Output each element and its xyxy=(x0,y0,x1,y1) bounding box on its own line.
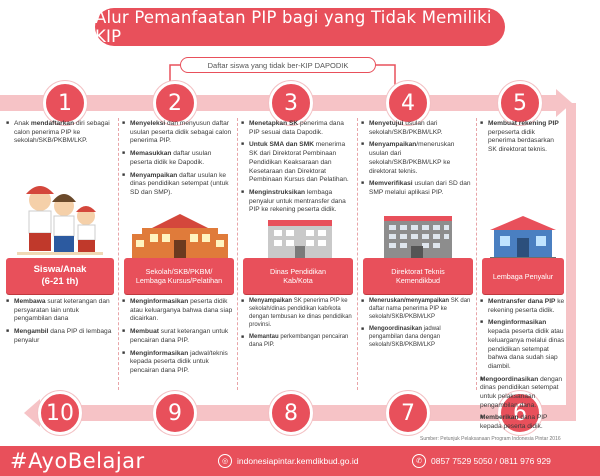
col4-top-text xyxy=(361,120,473,202)
website-text: indonesiapintar.kemdikbud.go.id xyxy=(237,456,359,466)
divider-4 xyxy=(476,118,477,390)
col5-bottom-item: ■ Menginformasikan kepada peserta didik atau keluarganya melalui dinas pendidikan setempat bahwa dana sudah siap diambil. xyxy=(480,319,566,371)
divider-3 xyxy=(357,118,358,390)
col4-bottom-item: ■ Mengoordinasikan jadwal pengambilan dana dengan sekolah/SKB/PKBM/LKP xyxy=(361,326,473,350)
bank-building-illustration xyxy=(488,214,558,260)
step-circle-2: 2 xyxy=(153,81,197,125)
step-circle-3: 3 xyxy=(269,81,313,125)
col3-bottom-text xyxy=(241,298,355,353)
actor-dinas: Dinas Pendidikan Kab/Kota xyxy=(243,258,353,294)
divider-2 xyxy=(237,118,238,390)
step-circle-7: 7 xyxy=(386,391,430,435)
col3-bottom-item: ■ Menyampaikan SK penerima PIP ke sekolah/dinas pendidikan kab/kota dengan tembusan ke dinas pendidikan provinsi. xyxy=(241,298,355,330)
actor-lembaga-penyalur: Lembaga Penyalur xyxy=(482,258,564,294)
col5-bottom-text xyxy=(480,298,566,436)
col4-top-item: ■ Memverifikasi usulan dari SD dan SMP melalui aplikasi PIP. xyxy=(361,180,473,197)
col4-top-item: ■ Menyetujui usulan dari sekolah/SKB/PKBM/LKP. xyxy=(361,120,473,137)
col1-bottom-item: ■ Membawa surat keterangan dan persyaratan lain untuk pengambilan dana xyxy=(6,298,114,324)
col1-top-item: ■ Anak mendaftarkan diri sebagai calon penerima PIP ke sekolah/SKB/PKBM/LKP. xyxy=(6,120,114,146)
col2-bottom-item: ■ Membuat surat keterangan untuk pencairan dana PIP. xyxy=(122,328,234,345)
dapodik-label: Daftar siswa yang tidak ber-KIP DAPODIK xyxy=(180,57,376,73)
col2-bottom-text xyxy=(122,298,234,380)
col4-bottom-text xyxy=(361,298,473,353)
students-illustration xyxy=(12,178,108,258)
col3-bottom-item: ■ Memantau perkembangan pencairan dana PIP. xyxy=(241,334,355,350)
dinas-building-illustration xyxy=(260,218,340,260)
col5-top-text xyxy=(480,120,564,159)
hashtag: #AyoBelajar xyxy=(10,449,145,473)
col4-bottom-item: ■ Meneruskan/menyampaikan SK dan daftar nama penerima PIP ke sekolah/SKB/PKBM/LKP xyxy=(361,298,473,322)
phone-text: 0857 7529 5050 / 0811 976 929 xyxy=(431,456,551,466)
col3-top-item: ■ Untuk SMA dan SMK menerima SK dari Direktorat Pembinaan Pendidikan Keaksaraan dan Kesetaraan dan Direktorat Pembinaan Kursus dan Pelatihan. xyxy=(241,141,355,185)
source-note: Sumber: Petunjuk Pelaksanaan Program Indonesia Pintar 2016 xyxy=(420,436,561,442)
col2-top-item: ■ Menyampaikan daftar usulan ke dinas pendidikan setempat (untuk SD dan SMP). xyxy=(122,172,234,198)
col2-top-text xyxy=(122,120,234,202)
col3-top-item: ■ Menginstruksikan lembaga penyalur untuk mentransfer dana PIP ke rekening peserta didik. xyxy=(241,189,355,215)
col3-top-text xyxy=(241,120,355,219)
step-circle-10: 10 xyxy=(38,391,82,435)
col1-bottom-item: ■ Mengambil dana PIP di lembaga penyalur xyxy=(6,328,114,345)
step-circle-9: 9 xyxy=(153,391,197,435)
col2-top-item: ■ Memasukkan daftar usulan peserta didik ke Dapodik. xyxy=(122,150,234,167)
actor-sekolah: Sekolah/SKB/PKBM/ Lembaga Kursus/Pelatihan xyxy=(124,258,234,294)
col2-bottom-item: ■ Menginformasikan jadwal/teknis kepada peserta didik untuk pencairan dana PIP. xyxy=(122,350,234,376)
divider-1 xyxy=(118,118,119,390)
step-circle-5: 5 xyxy=(498,81,542,125)
dapodik-right-line xyxy=(376,65,395,86)
col5-top-item: ■ Membuat rekening PIP perpeserta didik penerima berdasarkan SK direktorat teknis. xyxy=(480,120,564,155)
actor-siswa: Siswa/Anak (6-21 th) xyxy=(6,258,114,294)
page-title: Alur Pemanfaatan PIP bagi yang Tidak Memiliki KIP xyxy=(95,8,505,46)
col5-bottom-item: ■ Mentransfer dana PIP ke rekening peserta didik. xyxy=(480,298,566,315)
website-item[interactable] xyxy=(218,454,358,468)
col5-bottom-item: ■ Memberikan dana PIP kepada peserta didik. xyxy=(480,414,566,431)
phone-icon: ✆ xyxy=(412,454,426,468)
col1-bottom-text xyxy=(6,298,114,350)
step-circle-8: 8 xyxy=(269,391,313,435)
step-circle-4: 4 xyxy=(386,81,430,125)
school-building-illustration xyxy=(132,212,228,260)
col2-top-item: ■ Menyeleksi dan menyusun daftar usulan peserta didik sebagai calon penerima PIP. xyxy=(122,120,234,146)
col5-bottom-item: ■ Mengoordinasikan dengan dinas pendidikan setempat untuk pelaksanaan pengambilan dana. xyxy=(480,376,566,411)
col3-top-item: ■ Menetapkan SK penerima dana PIP sesuai data Dapodik. xyxy=(241,120,355,137)
right-connector xyxy=(566,103,576,413)
col1-top-text xyxy=(6,120,114,150)
actor-direktorat: Direktorat Teknis Kemendikbud xyxy=(363,258,473,294)
col2-bottom-item: ■ Menginformasikan peserta didik atau keluarganya bahwa dana siap dicairkan. xyxy=(122,298,234,324)
step-circle-1: 1 xyxy=(43,81,87,125)
col4-top-item: ■ Menyampaikan/meneruskan usulan dari sekolah/SKB/PKBM/LKP ke direktorat teknis. xyxy=(361,141,473,176)
step-circle-6: 6 xyxy=(498,391,542,435)
globe-icon: ◎ xyxy=(218,454,232,468)
direktorat-building-illustration xyxy=(378,212,458,260)
phone-item[interactable] xyxy=(412,454,551,468)
